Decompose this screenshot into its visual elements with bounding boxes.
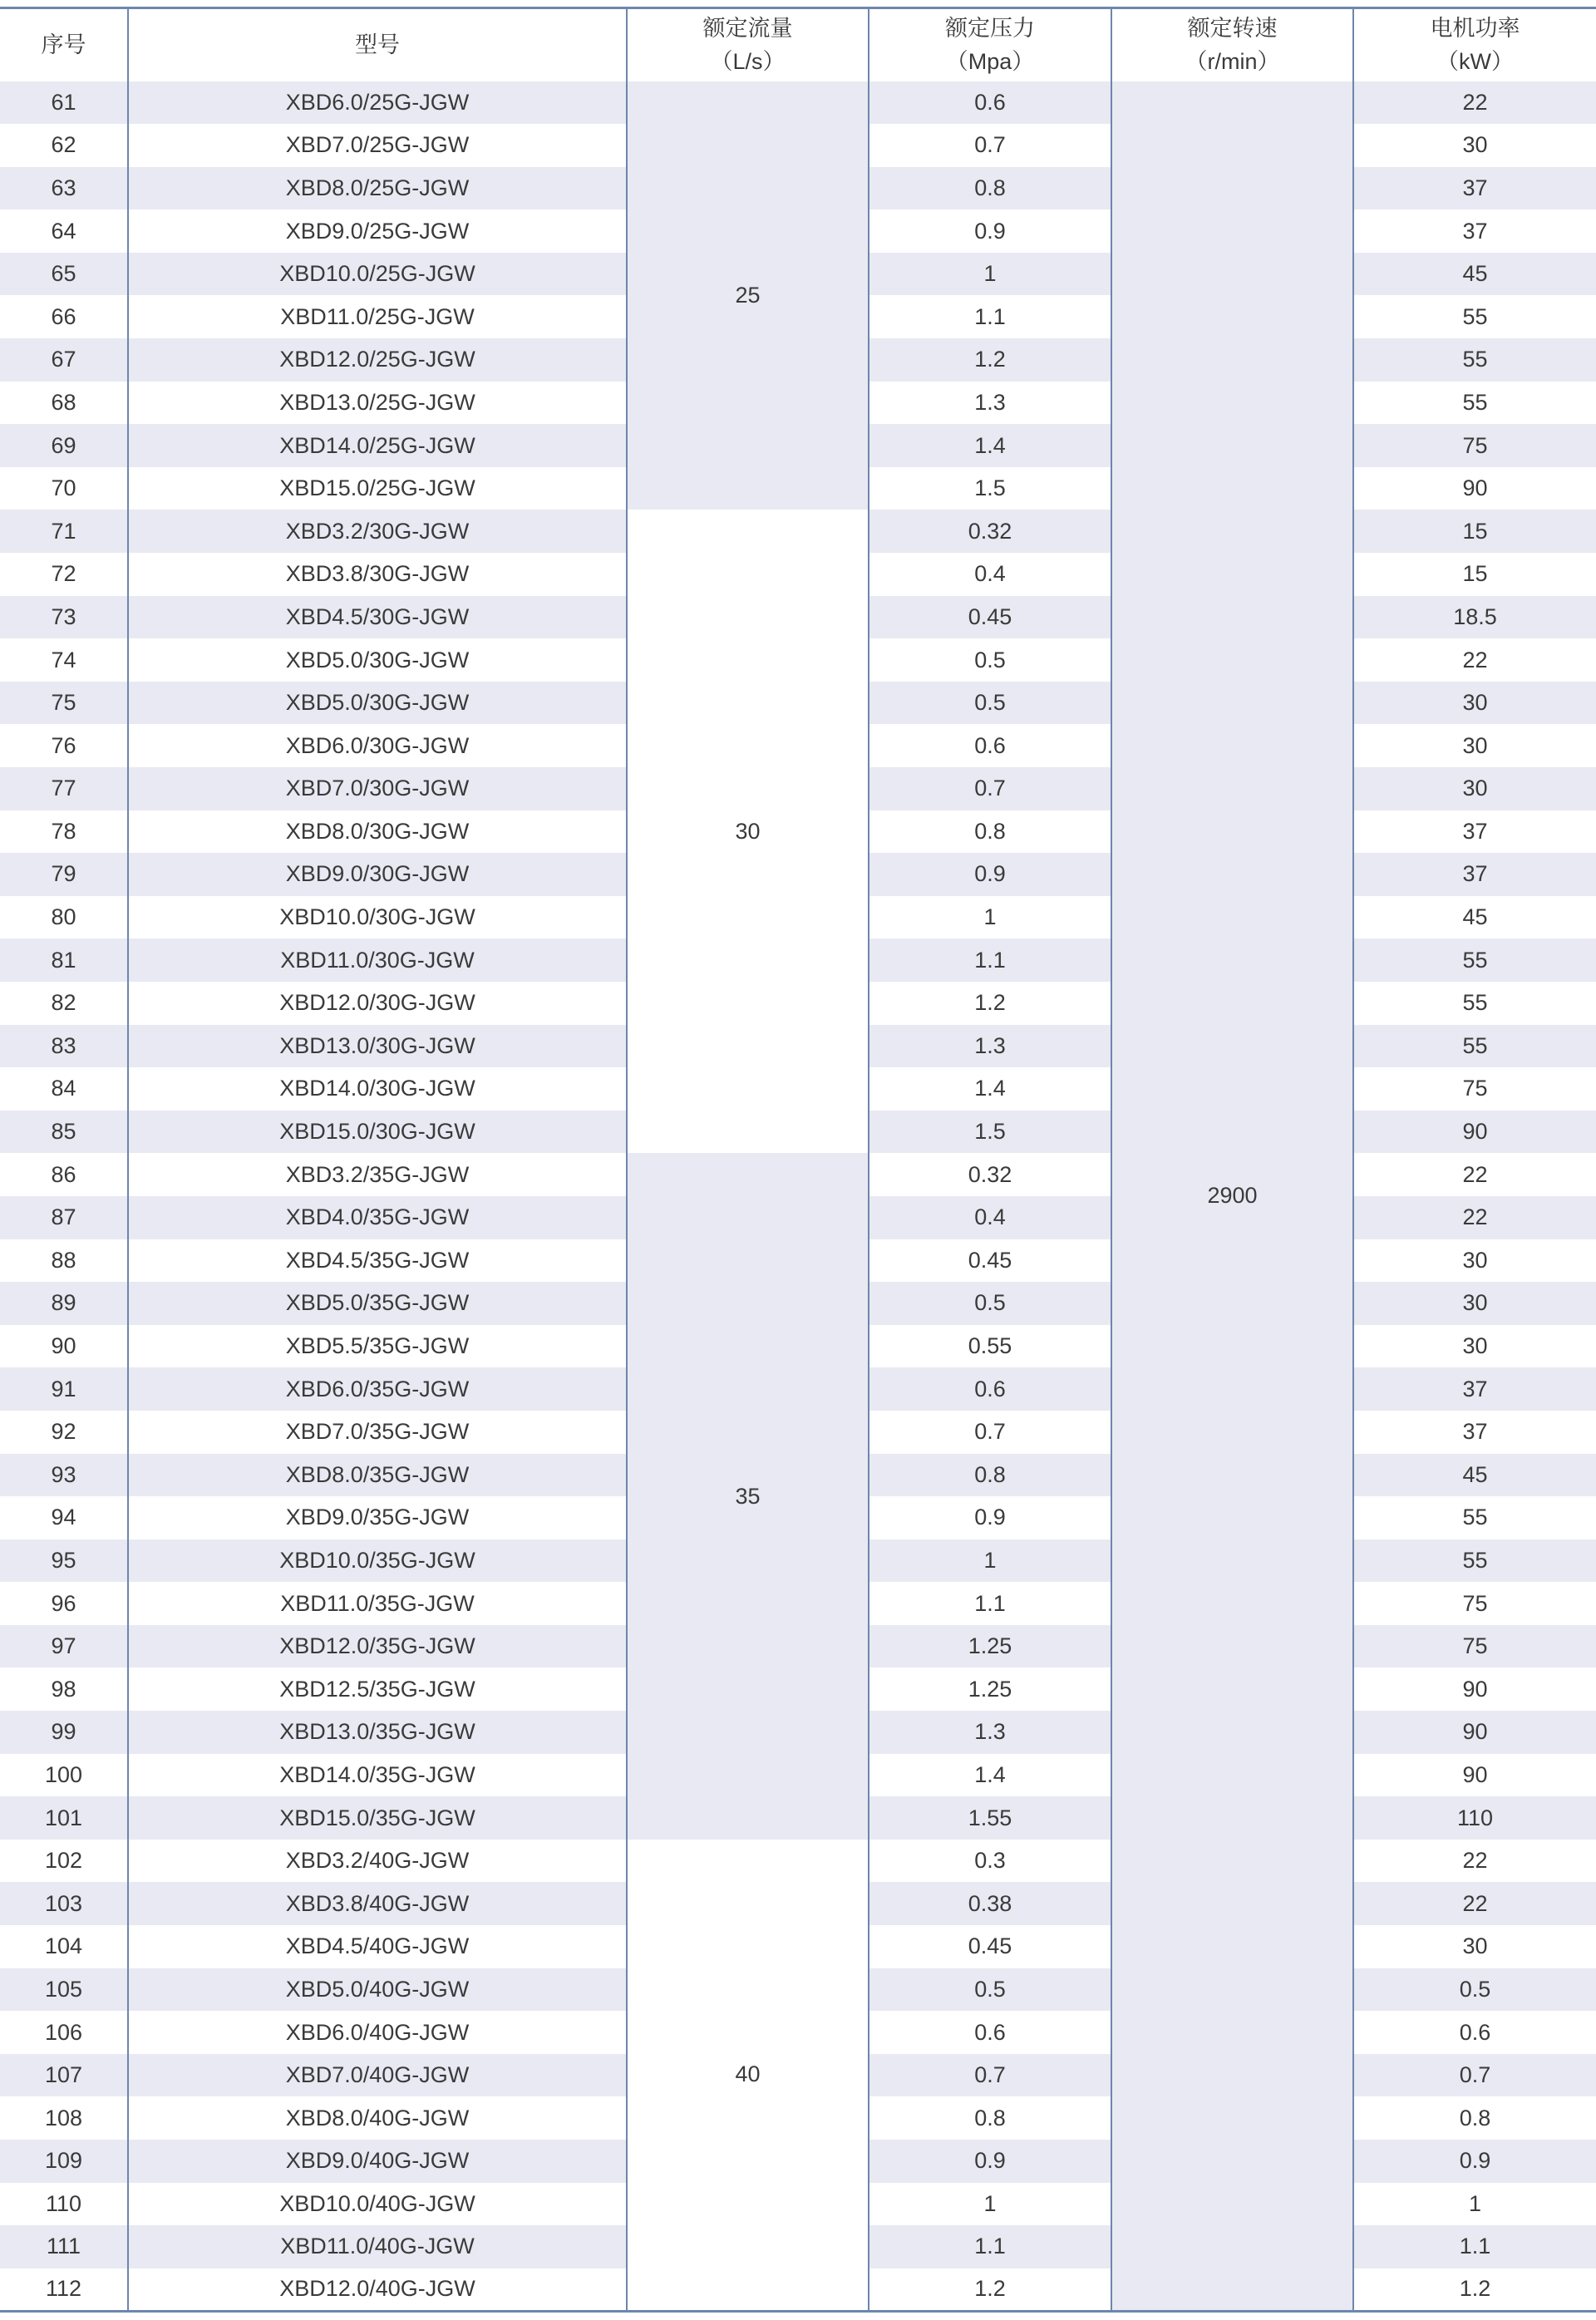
cell-speed: 2900 [1111,81,1353,2312]
cell-model: XBD4.5/30G-JGW [128,596,627,639]
cell-pressure: 0.32 [869,510,1111,553]
cell-no: 65 [0,253,128,296]
cell-no: 98 [0,1667,128,1711]
cell-no: 97 [0,1625,128,1668]
table-row [0,1153,1596,1196]
cell-power: 55 [1353,1496,1596,1539]
cell-no: 100 [0,1754,128,1797]
cell-pressure: 1 [869,253,1111,296]
cell-no: 79 [0,853,128,896]
header-pressure-unit: （Mpa） [945,49,1035,75]
spec-table [0,7,1596,2313]
cell-model: XBD7.0/40G-JGW [128,2054,627,2097]
cell-model: XBD11.0/35G-JGW [128,1582,627,1625]
cell-power: 30 [1353,767,1596,810]
cell-power: 90 [1353,1667,1596,1711]
cell-no: 68 [0,382,128,425]
table-row [0,81,1596,125]
cell-no: 72 [0,553,128,596]
cell-no: 92 [0,1411,128,1454]
cell-pressure: 1.5 [869,467,1111,510]
header-power [1353,8,1596,81]
cell-model: XBD12.5/35G-JGW [128,1667,627,1711]
cell-pressure: 0.4 [869,1196,1111,1239]
header-power-label: 电机功率 [1430,16,1520,42]
cell-model: XBD8.0/35G-JGW [128,1454,627,1497]
cell-power: 45 [1353,896,1596,939]
cell-model: XBD5.5/35G-JGW [128,1325,627,1368]
cell-no: 71 [0,510,128,553]
cell-model: XBD5.0/30G-JGW [128,682,627,725]
cell-no: 112 [0,2268,128,2312]
cell-no: 109 [0,2140,128,2183]
cell-no: 84 [0,1067,128,1111]
cell-model: XBD14.0/25G-JGW [128,424,627,467]
cell-model: XBD9.0/40G-JGW [128,2140,627,2183]
cell-model: XBD5.0/30G-JGW [128,638,627,682]
cell-power: 22 [1353,1840,1596,1883]
cell-no: 82 [0,982,128,1025]
cell-power: 55 [1353,1025,1596,1068]
cell-model: XBD8.0/40G-JGW [128,2096,627,2140]
cell-power: 55 [1353,382,1596,425]
cell-pressure: 0.5 [869,1968,1111,2012]
cell-pressure: 0.5 [869,682,1111,725]
cell-pressure: 1.4 [869,1754,1111,1797]
cell-no: 99 [0,1711,128,1754]
cell-power: 30 [1353,682,1596,725]
cell-no: 107 [0,2054,128,2097]
cell-power: 37 [1353,167,1596,210]
cell-power: 90 [1353,1754,1596,1797]
cell-no: 105 [0,1968,128,2012]
cell-pressure: 0.5 [869,638,1111,682]
header-row [0,8,1596,81]
cell-no: 69 [0,424,128,467]
cell-pressure: 0.8 [869,2096,1111,2140]
cell-model: XBD12.0/35G-JGW [128,1625,627,1668]
cell-no: 80 [0,896,128,939]
cell-power: 90 [1353,1111,1596,1154]
cell-power: 0.5 [1353,1968,1596,2012]
cell-model: XBD3.2/30G-JGW [128,510,627,553]
cell-no: 91 [0,1367,128,1411]
cell-power: 37 [1353,810,1596,854]
cell-pressure: 1.4 [869,424,1111,467]
cell-no: 111 [0,2225,128,2268]
cell-pressure: 0.6 [869,1367,1111,1411]
cell-model: XBD13.0/25G-JGW [128,382,627,425]
cell-model: XBD3.8/40G-JGW [128,1882,627,1925]
cell-power: 0.9 [1353,2140,1596,2183]
cell-no: 101 [0,1796,128,1840]
cell-model: XBD6.0/25G-JGW [128,81,627,125]
cell-pressure: 1.1 [869,938,1111,982]
cell-pressure: 1.4 [869,1067,1111,1111]
cell-pressure: 0.8 [869,1454,1111,1497]
cell-power: 15 [1353,510,1596,553]
cell-pressure: 1.2 [869,982,1111,1025]
cell-pressure: 0.45 [869,1925,1111,1968]
cell-power: 30 [1353,1282,1596,1325]
cell-power: 37 [1353,209,1596,253]
cell-no: 62 [0,124,128,167]
cell-pressure: 0.6 [869,724,1111,767]
cell-pressure: 1.2 [869,338,1111,382]
cell-power: 75 [1353,1625,1596,1668]
cell-model: XBD12.0/40G-JGW [128,2268,627,2312]
cell-pressure: 1.3 [869,1711,1111,1754]
header-speed-unit: （r/min） [1185,49,1280,75]
cell-no: 93 [0,1454,128,1497]
cell-pressure: 0.38 [869,1882,1111,1925]
cell-model: XBD11.0/25G-JGW [128,295,627,338]
cell-power: 30 [1353,1239,1596,1283]
cell-pressure: 0.9 [869,209,1111,253]
cell-pressure: 0.9 [869,1496,1111,1539]
cell-power: 37 [1353,1367,1596,1411]
cell-power: 22 [1353,1196,1596,1239]
cell-power: 30 [1353,1925,1596,1968]
cell-no: 110 [0,2183,128,2226]
cell-no: 63 [0,167,128,210]
header-speed [1111,8,1353,81]
cell-no: 85 [0,1111,128,1154]
cell-no: 106 [0,2011,128,2054]
header-no [0,8,128,81]
cell-pressure: 0.5 [869,1282,1111,1325]
cell-pressure: 0.6 [869,81,1111,125]
cell-model: XBD5.0/35G-JGW [128,1282,627,1325]
cell-power: 30 [1353,124,1596,167]
cell-no: 88 [0,1239,128,1283]
cell-power: 55 [1353,338,1596,382]
cell-model: XBD3.2/40G-JGW [128,1840,627,1883]
cell-power: 55 [1353,1539,1596,1583]
cell-power: 22 [1353,1882,1596,1925]
cell-model: XBD14.0/35G-JGW [128,1754,627,1797]
cell-pressure: 1.25 [869,1667,1111,1711]
cell-power: 22 [1353,638,1596,682]
cell-pressure: 0.8 [869,167,1111,210]
cell-power: 30 [1353,1325,1596,1368]
cell-model: XBD9.0/25G-JGW [128,209,627,253]
cell-pressure: 1 [869,2183,1111,2226]
cell-model: XBD15.0/30G-JGW [128,1111,627,1154]
cell-power: 55 [1353,938,1596,982]
cell-no: 73 [0,596,128,639]
cell-model: XBD9.0/30G-JGW [128,853,627,896]
cell-model: XBD7.0/25G-JGW [128,124,627,167]
table-header [0,8,1596,81]
cell-no: 78 [0,810,128,854]
cell-no: 104 [0,1925,128,1968]
cell-pressure: 1 [869,1539,1111,1583]
cell-pressure: 0.45 [869,1239,1111,1283]
cell-pressure: 1.2 [869,2268,1111,2312]
cell-pressure: 0.3 [869,1840,1111,1883]
cell-power: 45 [1353,253,1596,296]
cell-no: 96 [0,1582,128,1625]
cell-model: XBD3.2/35G-JGW [128,1153,627,1196]
cell-no: 70 [0,467,128,510]
cell-model: XBD8.0/25G-JGW [128,167,627,210]
cell-pressure: 1.3 [869,382,1111,425]
cell-pressure: 1 [869,896,1111,939]
cell-model: XBD4.0/35G-JGW [128,1196,627,1239]
cell-power: 22 [1353,1153,1596,1196]
cell-power: 45 [1353,1454,1596,1497]
cell-pressure: 0.6 [869,2011,1111,2054]
header-model-label: 型号 [355,32,400,58]
cell-model: XBD9.0/35G-JGW [128,1496,627,1539]
cell-no: 83 [0,1025,128,1068]
cell-power: 1.2 [1353,2268,1596,2312]
cell-pressure: 1.55 [869,1796,1111,1840]
cell-no: 64 [0,209,128,253]
cell-flow: 30 [627,510,869,1153]
cell-pressure: 0.7 [869,767,1111,810]
cell-model: XBD10.0/25G-JGW [128,253,627,296]
cell-power: 37 [1353,1411,1596,1454]
cell-pressure: 0.9 [869,2140,1111,2183]
cell-pressure: 0.7 [869,1411,1111,1454]
cell-model: XBD7.0/35G-JGW [128,1411,627,1454]
cell-model: XBD10.0/30G-JGW [128,896,627,939]
cell-model: XBD11.0/40G-JGW [128,2225,627,2268]
cell-pressure: 0.45 [869,596,1111,639]
cell-no: 67 [0,338,128,382]
cell-no: 86 [0,1153,128,1196]
cell-model: XBD6.0/40G-JGW [128,2011,627,2054]
cell-model: XBD7.0/30G-JGW [128,767,627,810]
cell-no: 76 [0,724,128,767]
cell-pressure: 0.7 [869,2054,1111,2097]
header-no-label: 序号 [41,32,86,58]
cell-no: 90 [0,1325,128,1368]
cell-power: 110 [1353,1796,1596,1840]
cell-pressure: 1.25 [869,1625,1111,1668]
cell-no: 75 [0,682,128,725]
cell-model: XBD5.0/40G-JGW [128,1968,627,2012]
cell-flow: 25 [627,81,869,510]
cell-model: XBD6.0/30G-JGW [128,724,627,767]
cell-pressure: 0.7 [869,124,1111,167]
cell-no: 95 [0,1539,128,1583]
cell-power: 22 [1353,81,1596,125]
cell-pressure: 1.5 [869,1111,1111,1154]
cell-power: 18.5 [1353,596,1596,639]
cell-model: XBD14.0/30G-JGW [128,1067,627,1111]
header-pressure [869,8,1111,81]
cell-pressure: 1.1 [869,1582,1111,1625]
header-speed-label: 额定转速 [1187,16,1278,42]
header-power-unit: （kW） [1436,49,1514,75]
cell-power: 1.1 [1353,2225,1596,2268]
cell-model: XBD13.0/30G-JGW [128,1025,627,1068]
cell-power: 1 [1353,2183,1596,2226]
cell-no: 94 [0,1496,128,1539]
cell-no: 74 [0,638,128,682]
cell-no: 102 [0,1840,128,1883]
cell-pressure: 1.1 [869,295,1111,338]
cell-no: 103 [0,1882,128,1925]
cell-pressure: 0.55 [869,1325,1111,1368]
cell-model: XBD11.0/30G-JGW [128,938,627,982]
header-model [128,8,627,81]
cell-no: 89 [0,1282,128,1325]
cell-power: 37 [1353,853,1596,896]
cell-flow: 40 [627,1840,869,2312]
cell-model: XBD6.0/35G-JGW [128,1367,627,1411]
cell-model: XBD13.0/35G-JGW [128,1711,627,1754]
cell-power: 90 [1353,1711,1596,1754]
cell-power: 75 [1353,424,1596,467]
cell-model: XBD15.0/35G-JGW [128,1796,627,1840]
cell-power: 15 [1353,553,1596,596]
cell-model: XBD10.0/40G-JGW [128,2183,627,2226]
cell-power: 75 [1353,1582,1596,1625]
table-row [0,1840,1596,1883]
cell-power: 55 [1353,295,1596,338]
cell-no: 66 [0,295,128,338]
cell-model: XBD10.0/35G-JGW [128,1539,627,1583]
cell-pressure: 0.8 [869,810,1111,854]
cell-power: 75 [1353,1067,1596,1111]
cell-model: XBD12.0/25G-JGW [128,338,627,382]
cell-no: 61 [0,81,128,125]
cell-power: 0.7 [1353,2054,1596,2097]
cell-no: 87 [0,1196,128,1239]
cell-flow: 35 [627,1153,869,1840]
table-row [0,510,1596,553]
cell-power: 0.8 [1353,2096,1596,2140]
cell-pressure: 0.9 [869,853,1111,896]
cell-pressure: 1.3 [869,1025,1111,1068]
cell-power: 90 [1353,467,1596,510]
cell-pressure: 0.4 [869,553,1111,596]
cell-model: XBD3.8/30G-JGW [128,553,627,596]
header-flow-unit: （L/s） [710,49,786,75]
header-flow-label: 额定流量 [702,16,793,42]
cell-model: XBD8.0/30G-JGW [128,810,627,854]
table-body [0,81,1596,2312]
cell-pressure: 1.1 [869,2225,1111,2268]
cell-model: XBD12.0/30G-JGW [128,982,627,1025]
cell-pressure: 0.32 [869,1153,1111,1196]
cell-power: 0.6 [1353,2011,1596,2054]
header-flow [627,8,869,81]
cell-model: XBD4.5/40G-JGW [128,1925,627,1968]
cell-power: 55 [1353,982,1596,1025]
cell-model: XBD4.5/35G-JGW [128,1239,627,1283]
cell-no: 81 [0,938,128,982]
cell-model: XBD15.0/25G-JGW [128,467,627,510]
header-pressure-label: 额定压力 [945,16,1035,42]
cell-power: 30 [1353,724,1596,767]
cell-no: 77 [0,767,128,810]
cell-no: 108 [0,2096,128,2140]
